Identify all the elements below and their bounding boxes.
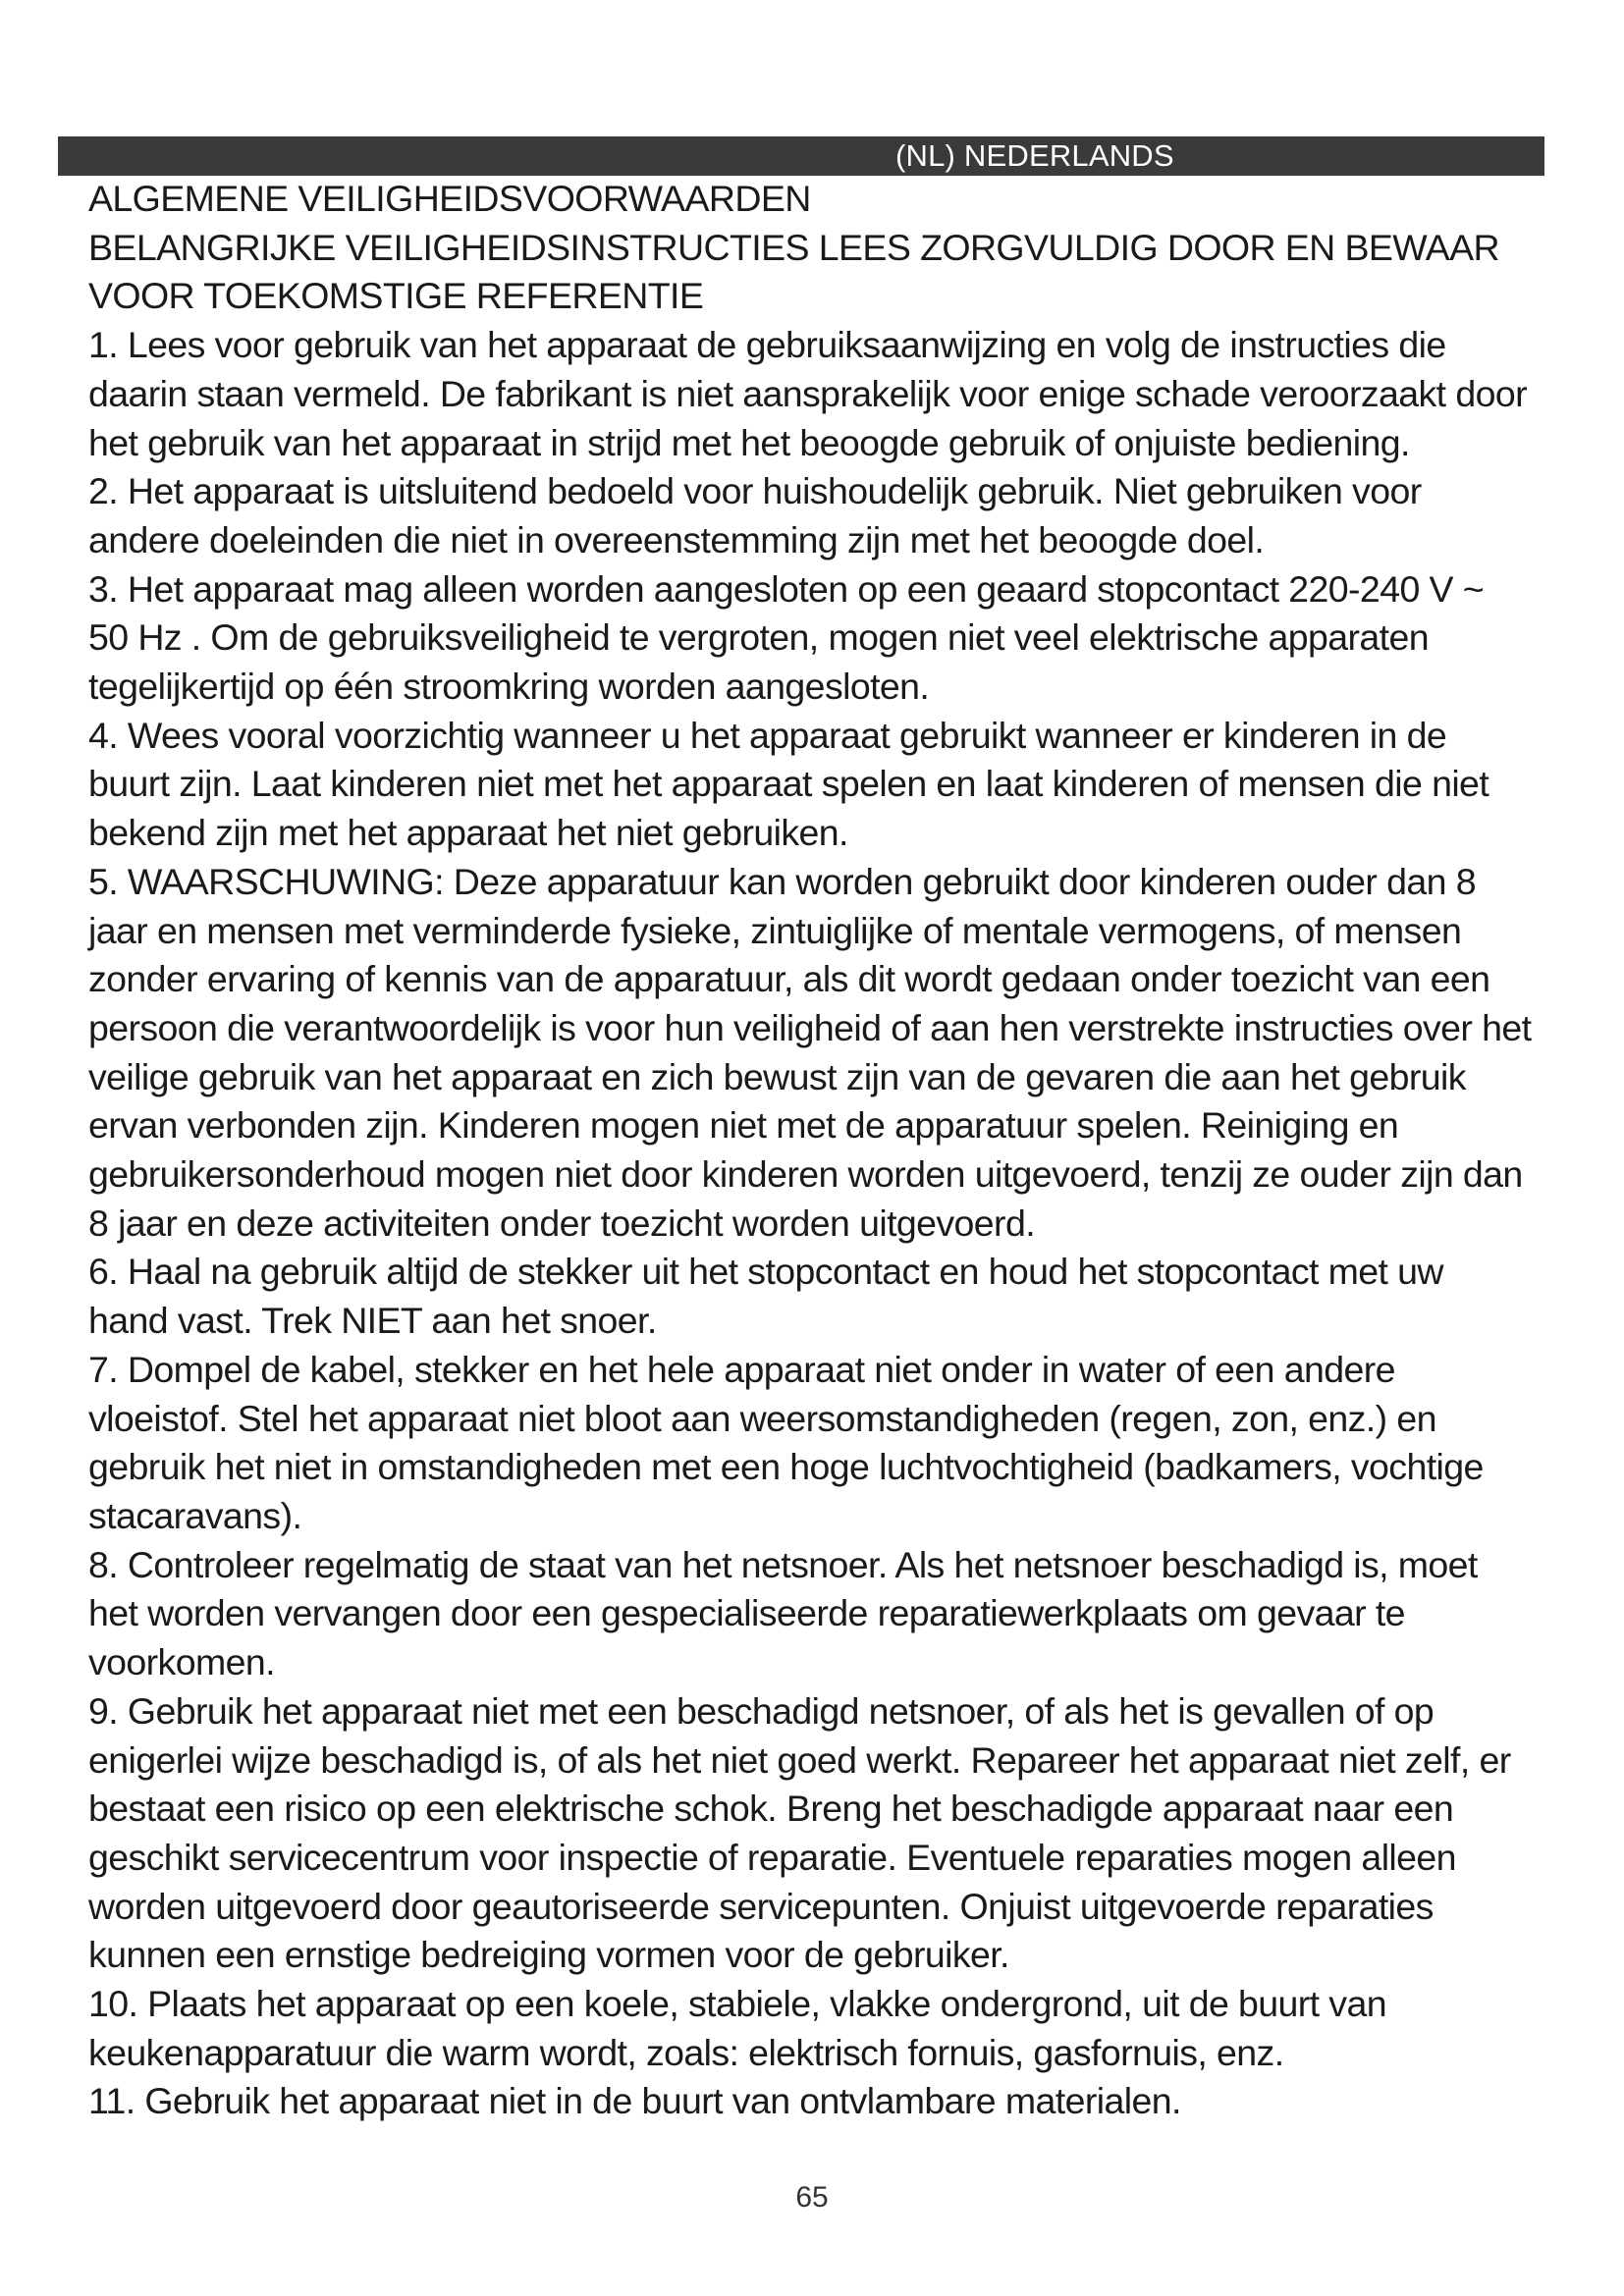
safety-instruction-10: 10. Plaats het apparaat op een koele, stabiele, vlakke ondergrond, uit de buurt van keukenapparatuur die warm wordt, zoals: elektrisch fornuis, gasfornuis, enz. xyxy=(88,1983,1386,2073)
safety-instruction-1: 1. Lees voor gebruik van het apparaat de gebruiksaanwijzing en volg de instructies die daarin staan vermeld. De fabrikant is niet aansprakelijk voor enige schade veroorzaakt door het gebruik van het apparaat in strijd met het beoogde gebruik of onjuiste bediening. xyxy=(88,324,1527,463)
safety-instruction-2: 2. Het apparaat is uitsluitend bedoeld voor huishoudelijk gebruik. Niet gebruiken voor andere doeleinden die niet in overeenstemming zijn met het beoogde doel. xyxy=(88,470,1422,561)
document-body xyxy=(88,175,1532,2126)
page-number: 65 xyxy=(795,2181,829,2214)
safety-instruction-4: 4. Wees vooral voorzichtig wanneer u het apparaat gebruikt wanneer er kinderen in de buurt zijn. Laat kinderen niet met het apparaat spelen en laat kinderen of mensen die niet bekend zijn met het apparaat het niet gebruiken. xyxy=(88,714,1489,854)
safety-instruction-11: 11. Gebruik het apparaat niet in de buurt van ontvlambare materialen. xyxy=(88,2080,1181,2122)
safety-instruction-5: 5. WAARSCHUWING: Deze apparatuur kan worden gebruikt door kinderen ouder dan 8 jaar en mensen met verminderde fysieke, zintuiglijke of mentale vermogens, of mensen zonder ervaring of kennis van de apparatuur, als dit wordt gedaan onder toezicht van een persoon die verantwoordelijk is voor hun veiligheid of aan hen verstrekte instructies over het veilige gebruik van het apparaat en zich bewust zijn van de gevaren die aan het gebruik ervan verbonden zijn. Kinderen mogen niet met de apparatuur spelen. Reiniging en gebruikersonderhoud mogen niet door kinderen worden uitgevoerd, tenzij ze ouder zijn dan 8 jaar en deze activiteiten onder toezicht worden uitgevoerd. xyxy=(88,860,1532,1244)
safety-instruction-8: 8. Controleer regelmatig de staat van het netsnoer. Als het netsnoer beschadigd is, moet het worden vervangen door een gespecialiseerde reparatiewerkplaats om gevaar te voorkomen. xyxy=(88,1543,1478,1683)
safety-instruction-6: 6. Haal na gebruik altijd de stekker uit het stopcontact en houd het stopcontact met uw hand vast. Trek NIET aan het snoer. xyxy=(88,1251,1443,1342)
document-title: ALGEMENE VEILIGHEIDSVOORWAARDEN xyxy=(88,178,811,219)
safety-instruction-7: 7. Dompel de kabel, stekker en het hele apparaat niet onder in water of een andere vloeistof. Stel het apparaat niet bloot aan weersomstandigheden (regen, zon, enz.) en gebruik het niet in omstandigheden met een hoge luchtvochtigheid (badkamers, vochtige stacaravans). xyxy=(88,1348,1484,1536)
language-label: (NL) NEDERLANDS xyxy=(895,138,1174,173)
document-subtitle: BELANGRIJKE VEILIGHEIDSINSTRUCTIES LEES ZORGVULDIG DOOR EN BEWAAR VOOR TOEKOMSTIGE REFERENTIE xyxy=(88,226,1499,317)
language-header-bar xyxy=(58,136,1544,176)
safety-instruction-9: 9. Gebruik het apparaat niet met een beschadigd netsnoer, of als het is gevallen of op enigerlei wijze beschadigd is, of als het niet goed werkt. Repareer het apparaat niet zelf, er bestaat een risico op een elektrische schok. Breng het beschadigde apparaat naar een geschikt servicecentrum voor inspectie of reparatie. Eventuele reparaties mogen alleen worden uitgevoerd door geautoriseerde servicepunten. Onjuist uitgevoerde reparaties kunnen een ernstige bedreiging vormen voor de gebruiker. xyxy=(88,1689,1511,1976)
safety-instruction-3: 3. Het apparaat mag alleen worden aangesloten op een geaard stopcontact 220-240 V ~ 50 Hz . Om de gebruiksveiligheid te vergroten, mogen niet veel elektrische apparaten tegelijkertijd op één stroomkring worden aangesloten. xyxy=(88,567,1485,708)
